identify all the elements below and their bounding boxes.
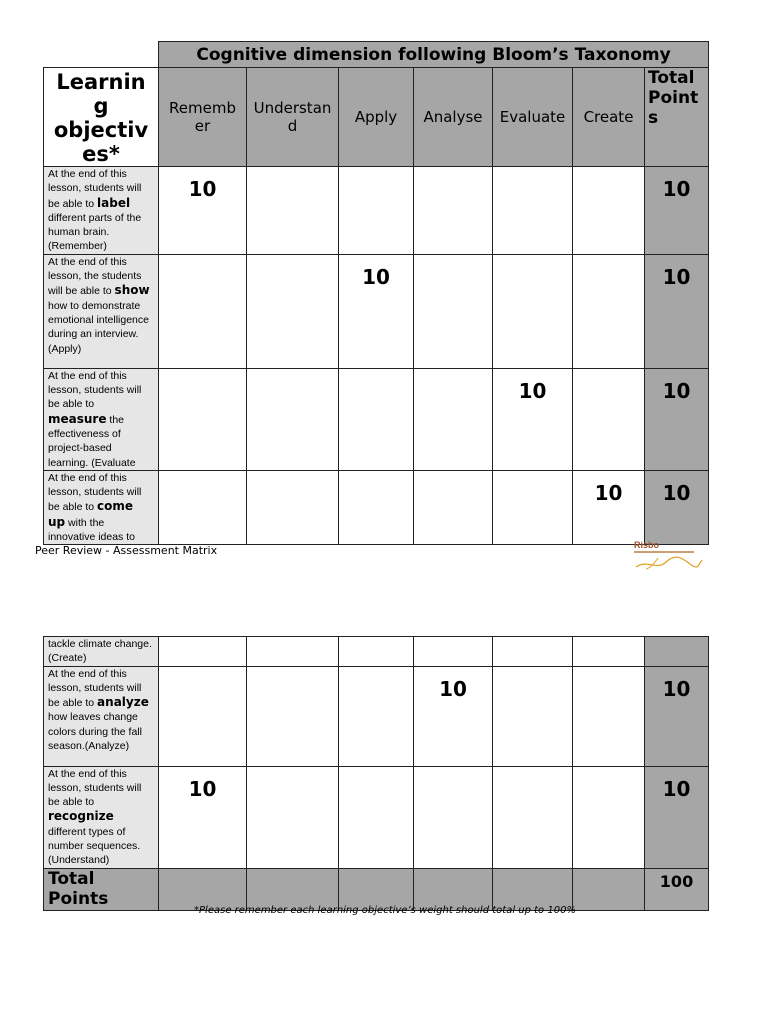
score-cell (414, 254, 493, 368)
score-cell (339, 167, 414, 255)
score-cell (414, 766, 493, 868)
total-cell (493, 868, 573, 910)
risbo-logo-text: Risbo (634, 540, 660, 550)
score-cell (339, 666, 414, 766)
score-cell (493, 167, 573, 255)
score-cell (573, 637, 645, 667)
row-total-cell: 10 (645, 766, 709, 868)
score-cell (414, 368, 493, 470)
score-cell (573, 254, 645, 368)
row-total-cell: 10 (645, 167, 709, 255)
table-row (44, 637, 709, 667)
column-header-remember: Rememb er (159, 68, 247, 167)
grand-total-cell: 100 (645, 868, 709, 910)
column-header-analyse: Analyse (414, 68, 493, 167)
score-cell (159, 666, 247, 766)
score-cell (493, 637, 573, 667)
score-cell (247, 470, 339, 544)
score-cell (247, 766, 339, 868)
total-points-label: Total Points (44, 868, 159, 910)
score-cell (573, 368, 645, 470)
score-cell (414, 167, 493, 255)
table-row (44, 167, 709, 255)
column-header-total-points: Total Point s (645, 68, 709, 167)
score-cell (339, 368, 414, 470)
objective-cell-continued: tackle climate change. (Create) (44, 637, 159, 667)
total-cell (159, 868, 247, 910)
blank-corner (44, 42, 159, 68)
score-cell (159, 254, 247, 368)
learning-objectives-header: Learnin g objectiv es* (44, 68, 159, 167)
total-points-row (44, 868, 709, 910)
score-cell (247, 666, 339, 766)
score-cell (414, 637, 493, 667)
row-total-cell: 10 (645, 254, 709, 368)
objective-cell: At the end of this lesson, students will be able to recognize different types of number sequences. (Understand) (44, 766, 159, 868)
column-header-create: Create (573, 68, 645, 167)
score-cell: 10 (493, 368, 573, 470)
score-cell (493, 254, 573, 368)
column-header-apply: Apply (339, 68, 414, 167)
score-cell (493, 766, 573, 868)
row-total-cell: 10 (645, 368, 709, 470)
total-cell (573, 868, 645, 910)
score-cell (414, 470, 493, 544)
score-cell: 10 (414, 666, 493, 766)
table-row (44, 470, 709, 544)
column-header-understand: Understan d (247, 68, 339, 167)
score-cell (339, 470, 414, 544)
score-cell (573, 766, 645, 868)
cognitive-dimension-header: Cognitive dimension following Bloom’s Taxonomy (159, 42, 709, 68)
score-cell (493, 666, 573, 766)
total-cell (247, 868, 339, 910)
score-cell (573, 666, 645, 766)
score-cell (247, 167, 339, 255)
table-row (44, 254, 709, 368)
score-cell (247, 254, 339, 368)
risbo-logo (632, 540, 704, 572)
score-cell: 10 (159, 167, 247, 255)
score-cell: 10 (159, 766, 247, 868)
weight-note: *Please remember each learning objective’s weight should total up to 100% (194, 905, 576, 916)
page-footer-text: Peer Review - Assessment Matrix (35, 544, 218, 557)
score-cell (573, 167, 645, 255)
objective-cell: At the end of this lesson, students will be able to label different parts of the human brain. (Remember) (44, 167, 159, 255)
signature-flourish-icon (632, 550, 704, 572)
table-row (44, 666, 709, 766)
row-total-cell: 10 (645, 470, 709, 544)
objective-cell: At the end of this lesson, students will be able to come up with the innovative ideas to (44, 470, 159, 544)
table-row (44, 368, 709, 470)
score-cell (159, 637, 247, 667)
objective-cell: At the end of this lesson, the students will be able to show how to demonstrate emotional intelligence during an interview.(Apply) (44, 254, 159, 368)
total-cell (414, 868, 493, 910)
assessment-matrix-continued-table (43, 636, 709, 911)
score-cell (247, 637, 339, 667)
score-cell: 10 (573, 470, 645, 544)
score-cell (493, 470, 573, 544)
score-cell (247, 368, 339, 470)
assessment-matrix-table (43, 41, 709, 545)
total-cell (339, 868, 414, 910)
objective-cell: At the end of this lesson, students will be able to analyze how leaves change colors during the fall season.(Analyze) (44, 666, 159, 766)
table-row (44, 766, 709, 868)
row-total-cell: 10 (645, 666, 709, 766)
objective-cell: At the end of this lesson, students will be able to measure the effectiveness of project-based learning. (Evaluate (44, 368, 159, 470)
score-cell (159, 470, 247, 544)
score-cell (339, 637, 414, 667)
score-cell (339, 766, 414, 868)
score-cell (159, 368, 247, 470)
row-total-cell (645, 637, 709, 667)
column-header-evaluate: Evaluate (493, 68, 573, 167)
score-cell: 10 (339, 254, 414, 368)
